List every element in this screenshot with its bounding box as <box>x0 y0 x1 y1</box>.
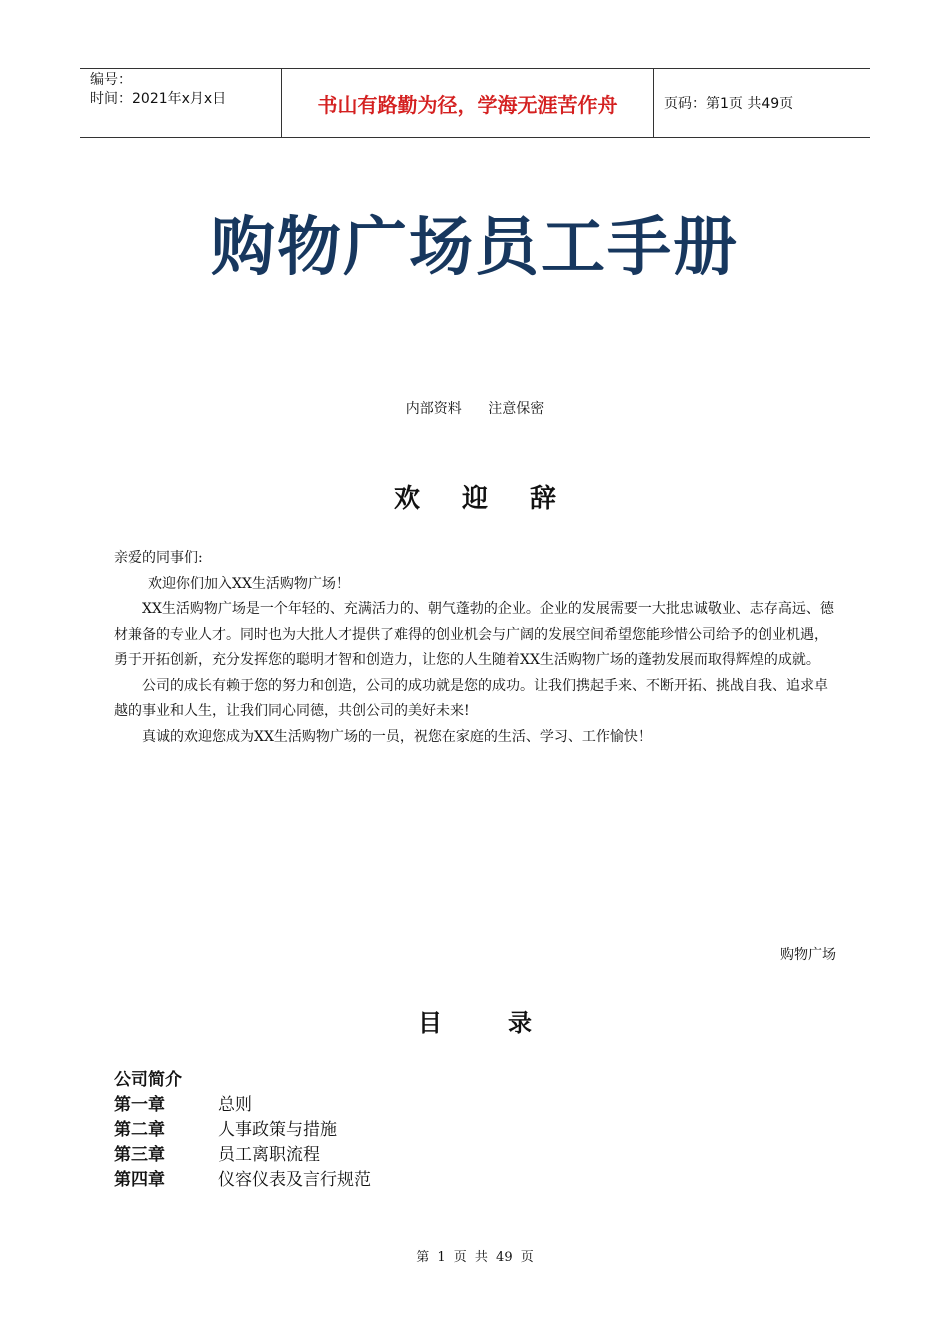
salutation: 亲爱的同事们: <box>114 550 203 566</box>
letter-paragraph: 真诚的欢迎您成为XX生活购物广场的一员，祝您在家庭的生活、学习、工作愉快！ <box>142 728 652 745</box>
letter-paragraph: XX生活购物广场是一个年轻的、充满活力的、朝气蓬勃的企业。企业的发展需要一大批忠诚敬业、志存高远、德材兼备的专业人才。同时也为大批人才提供了难得的创业机会与广阔的发展空间希望您能珍惜公司给予的创业机遇，勇于开拓创新，充分发挥您的聪明才智和创造力，让您的人生随着XX生活购物广场的蓬勃发展而取得辉煌的成就。 <box>114 601 834 668</box>
letter-paragraph: 公司的成长有赖于您的努力和创造，公司的成功就是您的成功。让我们携起手来、不断开拓、挑战自我、追求卓越的事业和人生，让我们同心同德，共创公司的美好未来! <box>114 677 828 719</box>
document-header <box>80 68 870 138</box>
header-page-info: 页码：第1页 共49页 <box>664 96 794 112</box>
confidential-notice: 内部资料 注意保密 <box>405 401 545 417</box>
toc-chapter-title: 员工离职流程 <box>218 1145 320 1165</box>
letter-signature: 购物广场 <box>780 947 836 963</box>
toc-chapter-title: 人事政策与措施 <box>218 1120 337 1140</box>
welcome-letter <box>114 546 838 750</box>
toc-chapter-label: 第二章 <box>114 1120 165 1140</box>
document-title: 购物广场员工手册 <box>211 211 739 285</box>
toc-chapter-label: 第四章 <box>114 1170 165 1190</box>
toc-heading: 目录 <box>418 1008 598 1037</box>
toc-chapter-title: 总则 <box>218 1095 252 1115</box>
page-footer: 第 1 页 共 49 页 <box>416 1250 534 1265</box>
letter-paragraph: 欢迎你们加入XX生活购物广场！ <box>148 575 350 592</box>
toc-intro[interactable]: 公司简介 <box>114 1070 182 1090</box>
toc-chapter-title: 仪容仪表及言行规范 <box>218 1170 371 1190</box>
welcome-heading: 欢迎辞 <box>393 484 598 514</box>
toc-item[interactable] <box>114 1168 371 1193</box>
toc-item[interactable] <box>114 1093 371 1118</box>
header-motto: 书山有路勤为径，学海无涯苦作舟 <box>281 69 654 137</box>
toc-item[interactable] <box>114 1143 371 1168</box>
table-of-contents <box>114 1068 371 1193</box>
number-label: 编号： <box>90 72 132 88</box>
toc-item[interactable] <box>114 1118 371 1143</box>
header-meta <box>80 69 281 137</box>
toc-chapter-label: 第一章 <box>114 1095 165 1115</box>
date-line: 时间：2021年x月x日 <box>90 91 227 107</box>
toc-chapter-label: 第三章 <box>114 1145 165 1165</box>
